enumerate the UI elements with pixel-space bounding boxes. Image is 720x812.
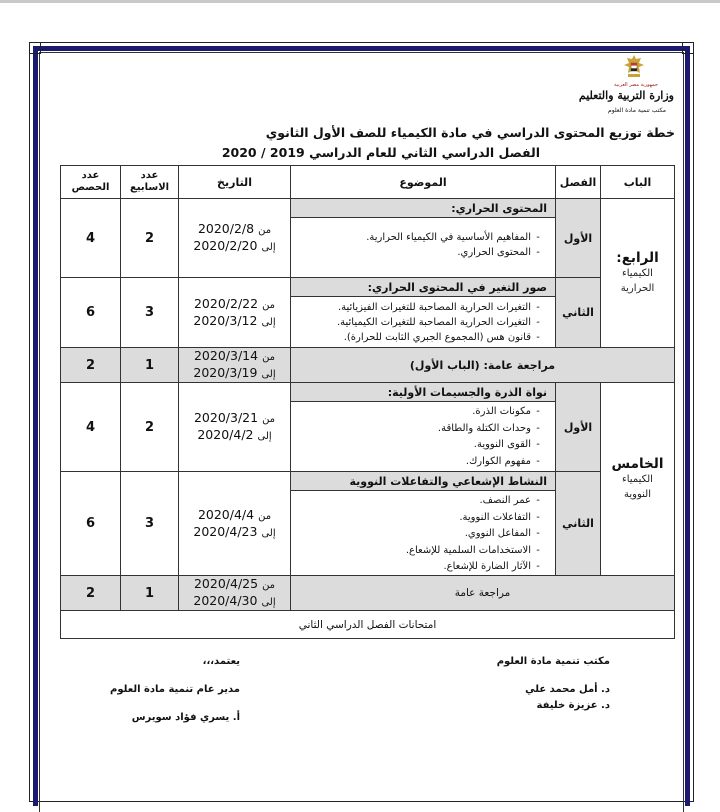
date-range: من 2020/4/25 إلى 2020/4/30 [178,575,291,611]
date-from: 2020/3/14 [193,348,259,363]
unit-5-cell [600,382,675,576]
weeks-count: 2 [120,382,179,472]
unit-5-title: الخامس [611,455,664,472]
topic-item: -مفهوم الكوارك. [465,455,540,467]
date-range: من 2020/4/4 إلى 2020/4/23 [178,471,291,576]
weeks-count: 1 [120,347,179,383]
eagle-emblem-icon [622,54,646,80]
border-corner-tl [29,42,41,54]
date-from: 2020/2/8 [197,221,255,236]
topic-items [290,296,556,348]
review-row-label: مراجعة عامة [290,575,675,611]
date-to-label: إلى [261,242,276,253]
date-to: 2020/3/19 [193,365,258,380]
topic-item: -المفاعل النووي. [464,528,540,539]
date-from: 2020/4/25 [193,576,259,591]
weeks-count: 3 [120,471,179,576]
chapter-name: الأول [555,382,601,472]
header-weeks-line1: عدد [140,170,159,181]
unit-4-cell [600,198,675,348]
document-title: خطة توزيع المحتوى الدراسي في مادة الكيمياء للصف الأول الثانوي [265,125,675,140]
chapter-name: الثاني [555,277,601,348]
periods-count: 4 [60,198,121,278]
unit-4-title: الرابع: [616,249,659,266]
signature-office-title: مكتب تنمية مادة العلوم [496,656,610,667]
director-name: أ. يسري فؤاد سويرس [131,712,240,723]
weeks-count: 1 [120,575,179,611]
exams-row: امتحانات الفصل الدراسي الثاني [60,610,675,639]
unit-5-sub2: النووية [624,488,651,500]
topic-heading: صور التغير في المحتوى الحراري: [290,277,556,297]
header-weeks [120,165,179,199]
curriculum-table [60,165,675,639]
date-to: 2020/4/30 [193,593,258,608]
topic-item: -التغيرات الحرارية المصاحبة للتغيرات الكيميائية. [336,317,540,328]
topic-item: -المحتوى الحراري. [457,247,540,258]
date-to: 2020/4/23 [193,523,258,539]
date-to: 2020/4/2 [197,427,254,442]
header-chapter: الفصل [555,165,601,199]
topic-item: -الاستخدامات السلمية للإشعاع. [405,544,540,556]
topic-item: -عمر النصف. [479,495,540,506]
review-row-label: مراجعة عامة: (الباب الأول) [290,347,675,383]
topic-item: -مكونات الذرة. [472,406,540,417]
director-title: مدير عام تنمية مادة العلوم [110,684,240,695]
date-to: 2020/3/12 [193,312,258,328]
header-periods-line2: الحصص [71,182,110,193]
unit-4-sub2: الحرارية [620,282,655,294]
header-topic: الموضوع [290,165,556,199]
periods-count: 4 [60,382,121,472]
logo-ministry-text: وزارة التربية والتعليم [578,89,674,102]
logo-office-text: مكتب تنمية مادة العلوم [608,107,666,114]
topic-items [290,490,556,576]
date-from: 2020/3/21 [193,410,259,425]
logo-country-text: جمهورية مصر العربية [614,82,658,88]
periods-count: 6 [60,277,121,348]
date-range: من 2020/2/22 إلى 2020/3/12 [178,277,291,348]
topic-item: -وحدات الكتلة والطاقة. [437,422,540,434]
topic-items [290,401,556,472]
chapter-name: الأول [555,198,601,278]
periods-count: 2 [60,347,121,383]
unit-4-sub1: الكيمياء [622,267,653,279]
topic-item: -التفاعلات النووية. [459,511,540,523]
weeks-count: 3 [120,277,179,348]
unit-5-sub1: الكيمياء [622,473,653,485]
date-range: من 2020/3/14 إلى 2020/3/19 [178,347,291,383]
signature-name-1: د. أمل محمد علي [525,684,610,695]
topic-item: -التغيرات الحرارية المصاحبة للتغيرات الفيزيائية. [337,302,540,313]
date-from: 2020/2/22 [193,295,259,311]
topic-items [290,217,556,278]
topic-item: -المفاهيم الأساسية في الكيمياء الحرارية. [366,232,540,243]
date-from: 2020/4/4 [197,506,255,522]
top-edge [0,0,720,3]
date-range [178,198,291,278]
topic-item: -الآثار الضارة للإشعاع. [443,561,540,572]
header-unit: الباب [600,165,675,199]
topic-item: -القوى النووية. [473,439,540,450]
document-subtitle: الفصل الدراسي الثاني للعام الدراسي 2019 / 2020 [221,145,540,160]
date-range: من 2020/3/21 إلى 2020/4/2 [178,382,291,472]
border-corner-tr [682,42,694,54]
topic-heading: النشاط الإشعاعي والتفاعلات النووية [290,471,556,491]
header-weeks-line2: الاسابيع [129,182,170,193]
weeks-count: 2 [120,198,179,278]
header-periods [60,165,121,199]
topic-heading: المحتوى الحراري: [290,198,556,218]
ministry-logo [578,52,675,120]
topic-item: -قانون هس (المجموع الجبري الثابت للحرارة). [343,332,540,343]
approval-label: يعتمد،،، [202,656,240,667]
signature-name-2: د. عزيزة خليفة [536,700,610,711]
header-date: التاريخ [178,165,291,199]
date-from-label: من [258,225,272,236]
periods-count: 6 [60,471,121,576]
date-to: 2020/2/20 [193,238,258,253]
periods-count: 2 [60,575,121,611]
chapter-name: الثاني [555,471,601,576]
topic-heading: نواة الذرة والجسيمات الأولية: [290,382,556,402]
header-periods-line1: عدد [81,170,100,181]
